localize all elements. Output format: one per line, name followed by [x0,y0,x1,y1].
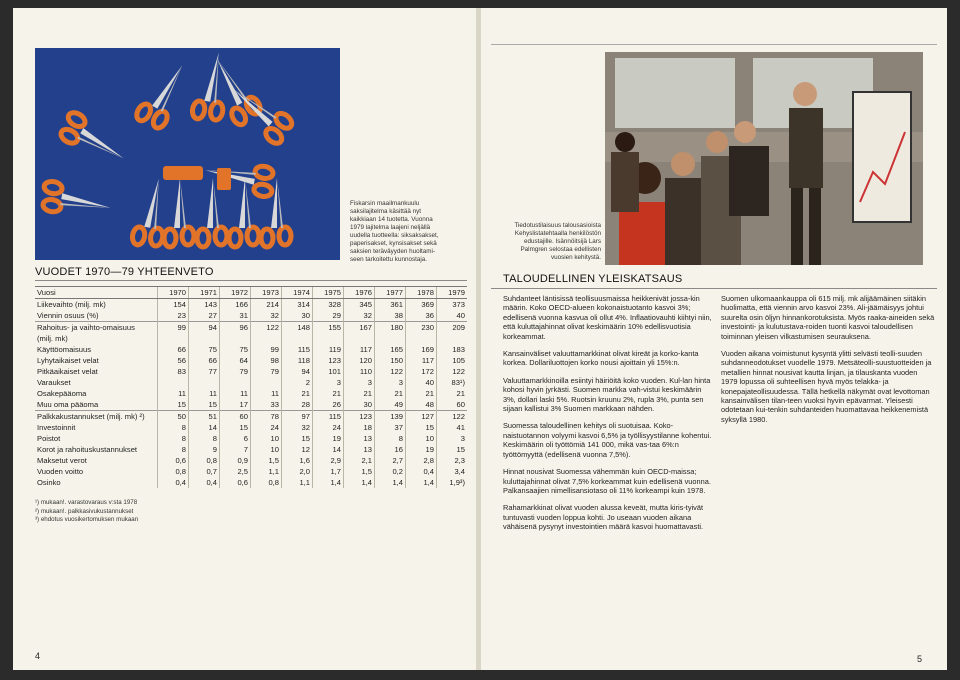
table-row [35,477,467,488]
table-cell: 60 [437,399,468,411]
paragraph: Vuoden aikana voimistunut kysyntä ylitti selvästi teolli-suuden suhdanneodotukset vuodelle 1979. Metsäteolli-suustuotteiden ja metallien hinnat nousivat kautta linjan, ja tilauskanta vuoden 1979 lopussa oli suhteellisen hyvä myös telakka- ja konepajateollisuudessa. Tällä hetkellä näkymät ovat levottoman kansainvälisen tilan-teen vuoksi hyvin epävarmat. Yleisesti odotetaan kui-tenkin suhdanteiden huomattavaa heikkenemistä syksyllä 1980. [721,349,932,424]
footnotes [35,499,138,525]
table-cell [189,333,220,344]
table-cell: 99 [251,344,282,355]
row-label: Pitkäaikaiset velat [37,367,98,376]
table-cell: 123 [344,411,375,423]
table-cell: 13 [344,444,375,455]
table-row [35,299,467,311]
paragraph: Rahamarkkinat olivat vuoden alussa keveät, mutta kiris-tyivät tuntuvasti vuoden loppua kohti. Jo useaan vuoden aikana vähäisenä pysynyt investointien määrä kasvoi huomattavasti. [503,503,704,532]
table-cell [375,333,406,344]
table-cell: 328 [313,299,344,311]
table-cell: 1,5 [344,466,375,477]
table-cell: 64 [220,355,251,366]
table-cell: 10 [251,444,282,455]
footnote: ¹) mukaan!. varastovaraus v:sta 1978 [35,499,138,506]
paragraph: Valuuttamarkkinoilla esiintyi häiriöitä koko vuoden. Kul-lan hinta kohosi hyvin jyrkästi. Suomen markka vah-vistui keskimäärin 3%, dollari laski 5%. Ruotsin kruunu 2%, rupla 3%, punta sen sijaan kallistui 3% Suomen markkaan nähden. [503,375,711,414]
table-cell: 21 [406,388,437,399]
table-cell: 15 [406,422,437,433]
table-cell: 115 [313,411,344,423]
table-cell [251,333,282,344]
table-cell: 2,3 [437,455,468,466]
table-cell: 230 [406,322,437,334]
table-cell: 79 [251,366,282,377]
table-cell: 33 [251,399,282,411]
table-cell: 122 [375,366,406,377]
table-cell: 16 [375,444,406,455]
table-cell: 94 [282,366,313,377]
table-row [35,466,467,477]
table-cell: 122 [251,322,282,334]
table-cell: 0,4 [158,477,189,488]
top-rule [491,44,937,45]
table-cell: 122 [437,411,468,423]
table-cell: 14 [189,422,220,433]
table-cell: 0,7 [189,466,220,477]
paragraph: Suomessa taloudellinen kehitys oli suotuisaa. Koko-naistuotannon volyymi kasvoi 6,5% ja työllisyystilanne kohentui. Keskimäärin oli työttömiä 141 000, mikä vas-taa 6%:n työttömyyttä (edellisenä vuonna 7,5%). [503,421,712,459]
table-cell: 8 [375,433,406,444]
table-cell: 0,8 [158,466,189,477]
paragraph: Hinnat nousivat Suomessa vähemmän kuin OECD-maissa; kuluttajahinnat olivat 7,5% korkeammat kuin edellisenä vuonna. Palkansaajien nimellisansiotaso oli 11% korkeampi kuin 1978. [503,467,711,495]
table-cell [344,333,375,344]
table-cell: 169 [406,344,437,355]
table-cell: 172 [406,366,437,377]
table-cell: 78 [251,411,282,423]
table-row [35,322,467,334]
table-row [35,388,467,399]
table-cell: 18 [344,422,375,433]
table-header-cell: 1973 [251,287,282,299]
row-label: Rahoitus- ja vaihto-omaisuus [35,322,158,334]
table-cell: 0,8 [189,455,220,466]
row-label: Viennin osuus (%) [37,311,99,320]
scissors-illustration [35,48,340,260]
row-label: Varaukset [37,378,71,387]
row-label: Poistot [37,434,61,443]
row-label: Investoinnit [37,423,76,432]
table-cell: 1,4 [375,477,406,488]
summary-table [35,286,467,488]
table-cell: 12 [282,444,313,455]
table-cell: 7 [220,444,251,455]
table-cell: 110 [344,366,375,377]
table-cell [406,333,437,344]
table-cell: 21 [313,388,344,399]
table-cell: 41 [437,422,468,433]
table-cell: 99 [158,322,189,334]
table-cell: 24 [251,422,282,433]
table-header-cell: 1974 [282,287,313,299]
table-cell: 30 [282,310,313,322]
table-cell [313,333,344,344]
table-cell: 119 [313,344,344,355]
row-label: Vuoden voitto [37,467,84,476]
table-cell: 51 [189,411,220,423]
table-cell: 139 [375,411,406,423]
table-cell [189,377,220,388]
table-cell: 167 [344,322,375,334]
table-cell: 8 [158,422,189,433]
table-cell [282,333,313,344]
table-cell: 0,9 [220,455,251,466]
table-cell: 11 [158,388,189,399]
row-label: Lyhytaikaiset velat [37,356,99,365]
table-cell: 8 [189,433,220,444]
overview-rule [491,288,937,289]
table-cell: 29 [313,310,344,322]
table-header-cell: 1972 [220,287,251,299]
table-cell: 1,7 [313,466,344,477]
table-cell: 314 [282,299,313,311]
table-cell: 15 [220,422,251,433]
table-cell: 180 [375,322,406,334]
table-cell: 369 [406,299,437,311]
table-cell [437,333,468,344]
text-column-2 [721,294,935,432]
scissors-photo-caption: Fiskarsin maailmankuulu saksilajitelma käsittää nyt kaikkiaan 14 tuotetta. Vuonna 1979 lajitelma laajeni neljällä uudella tuotteella: siksaksakset, paperisakset, kynsisakset sekä saksien teräväyyden huoltami- seen tarkoitettu kunnostaja. [350,200,439,263]
section-title-summary: VUODET 1970—79 YHTEENVETO [35,266,214,278]
table-row [35,444,467,455]
row-label: Osinko [37,478,61,487]
table-cell: 38 [375,310,406,322]
table-header-cell: 1971 [189,287,220,299]
table-cell: 50 [158,411,189,423]
table-cell: 165 [375,344,406,355]
table-cell: 40 [437,310,468,322]
table-cell: 37 [375,422,406,433]
table-cell: 150 [375,355,406,366]
table-cell: 21 [437,388,468,399]
table-cell: 0,6 [220,477,251,488]
table-cell: 56 [158,355,189,366]
table-cell: 27 [189,310,220,322]
table-cell: 1,9³) [437,477,468,488]
table-cell: 31 [220,310,251,322]
table-cell: 214 [251,299,282,311]
table-cell: 1,1 [282,477,313,488]
table-row [35,399,467,411]
table-row [35,344,467,355]
table-row [35,310,467,322]
table-cell: 3 [375,377,406,388]
table-cell: 77 [189,366,220,377]
table-cell: 60 [220,411,251,423]
table-cell: 373 [437,299,468,311]
table-row [35,355,467,366]
table-cell [158,333,189,344]
footnote: ³) ehdotus vuosikertomuksen mukaan [35,516,139,523]
table-cell: 117 [344,344,375,355]
table-cell: 32 [282,422,313,433]
table-cell: 209 [437,322,468,334]
table-cell: 0,4 [189,477,220,488]
table-cell: 15 [189,399,220,411]
title-rule [35,280,467,281]
right-page [481,8,947,670]
table-cell: 127 [406,411,437,423]
table-cell: 24 [313,422,344,433]
table-cell: 123 [313,355,344,366]
table-cell: 1,1 [251,466,282,477]
table-cell: 2,8 [406,455,437,466]
section-title-overview: TALOUDELLINEN YLEISKATSAUS [503,273,683,285]
table-cell: 2,9 [313,455,344,466]
table-cell: 28 [282,399,313,411]
meeting-illustration [605,52,923,265]
table-cell: 1,4 [313,477,344,488]
table-cell: 23 [158,310,189,322]
table-header-cell: 1978 [406,287,437,299]
table-cell: 97 [282,411,313,423]
table-header-cell: 1976 [344,287,375,299]
text-column-1 [503,294,715,540]
table-cell: 1,5 [251,455,282,466]
table-cell: 15 [158,399,189,411]
row-label: Liikevaihto (milj. mk) [35,299,158,311]
table-cell: 66 [158,344,189,355]
table-cell: 154 [158,299,189,311]
table-header-cell: 1975 [313,287,344,299]
paragraph: Suhdanteet läntisissä teollisuusmaissa heikkenivät jossa-kin määrin. Koko OECD-alueen kokonaistuotanto kasvoi 3%; edellisenä vuonna kasvua oli ollut 4%. Inflaatiovauhti kiihtyi niin, että kuluttajahinnat olivat keskimäärin 10% edellisvuotisia korkeammat. [503,294,712,341]
table-cell: 79 [220,366,251,377]
table-cell: 2,5 [220,466,251,477]
table-row [35,333,467,344]
table-cell: 105 [437,355,468,366]
table-cell: 21 [375,388,406,399]
table-header-cell: 1979 [437,287,468,299]
table-cell: 0,4 [406,466,437,477]
table-cell [220,377,251,388]
table-cell: 83 [158,366,189,377]
table-cell: 3 [344,377,375,388]
table-row [35,422,467,433]
table-cell: 3 [313,377,344,388]
table-cell: 75 [189,344,220,355]
table-row [35,366,467,377]
table-cell: 32 [251,310,282,322]
table-cell: 345 [344,299,375,311]
table-cell: 118 [282,355,313,366]
row-label: Osakepääoma [37,389,87,398]
table-cell: 155 [313,322,344,334]
table-row [35,411,467,423]
paragraph: Kansainväliset valuuttamarkkinat olivat kireät ja korko-kanta korkea. Dollariluottojen korko nousi ajoittain yli 15%:n. [503,349,699,368]
table-cell: 21 [282,388,313,399]
table-header-row [35,287,467,299]
table-cell: 9 [189,444,220,455]
table-row [35,455,467,466]
table-cell: 2,7 [375,455,406,466]
table-cell: 101 [313,366,344,377]
table-cell: 30 [344,399,375,411]
meeting-photo [605,52,923,265]
table-cell: 15 [282,433,313,444]
table-cell: 14 [313,444,344,455]
row-label: Käyttöomaisuus [37,345,92,354]
table-cell: 98 [251,355,282,366]
table-cell [220,333,251,344]
table-cell: 40 [406,377,437,388]
paragraph: Suomen ulkomaankauppa oli 615 milj. mk alijäämäinen siitäkin huolimatta, että viennin arvo kasvoi 23%. Ali-jäämäisyys johtui suurelta osin öljyn hinnankorotuksista. Myös raaka-aineiden sekä investointi- ja kulutustava-roiden tuonti kasvoi taloudellisen toiminnan yleisen vilkastumisen seurauksena. [721,294,935,341]
page-number: 5 [917,654,923,664]
table-cell: 2,0 [282,466,313,477]
table-cell: 17 [220,399,251,411]
table-cell: 183 [437,344,468,355]
table-cell: 8 [158,444,189,455]
table-cell: 1,4 [344,477,375,488]
table-cell: 19 [406,444,437,455]
table-cell: 83¹) [437,377,468,388]
table-cell: 19 [313,433,344,444]
table-cell: 11 [189,388,220,399]
table-cell: 6 [220,433,251,444]
table-cell: 2 [282,377,313,388]
table-cell: 26 [313,399,344,411]
table-cell: 10 [251,433,282,444]
scissors-photo [35,48,340,260]
table-cell: 122 [437,366,468,377]
table-cell: 117 [406,355,437,366]
table-cell: 48 [406,399,437,411]
row-label: (milj. mk) [37,334,68,343]
table-cell: 15 [437,444,468,455]
table-cell: 13 [344,433,375,444]
table-header-cell: 1970 [158,287,189,299]
table-cell: 11 [220,388,251,399]
table-cell: 1,4 [406,477,437,488]
table-cell: 0,6 [158,455,189,466]
table-row [35,377,467,388]
table-cell: 143 [189,299,220,311]
table-cell: 2,1 [344,455,375,466]
row-label: Palkkakustannukset (milj. mk) ²) [35,411,158,423]
table-cell: 36 [406,310,437,322]
table-cell: 10 [406,433,437,444]
row-label: Muu oma pääoma [37,400,99,409]
row-label: Maksetut verot [37,456,87,465]
meeting-photo-caption: Tiedotustilaisuus talousasioista Kehyslistatehtaalla henkilöstön edustajille. Isännöitsijä Lars Palmgren selostaa edellisten vuosien kehitystä. [514,222,601,261]
table-cell: 66 [189,355,220,366]
table-header-cell: 1977 [375,287,406,299]
table-cell: 0,8 [251,477,282,488]
table-cell: 49 [375,399,406,411]
table-cell [158,377,189,388]
row-label: Korot ja rahoituskustannukset [37,445,138,454]
page-number: 4 [35,651,41,661]
table-cell: 96 [220,322,251,334]
table-cell: 32 [344,310,375,322]
table-cell: 166 [220,299,251,311]
left-page [13,8,476,670]
table-cell: 94 [189,322,220,334]
table-cell: 0,2 [375,466,406,477]
table-cell: 75 [220,344,251,355]
table-cell: 148 [282,322,313,334]
table-cell: 3,4 [437,466,468,477]
table-cell: 120 [344,355,375,366]
table-cell: 3 [437,433,468,444]
table-cell: 8 [158,433,189,444]
table-cell: 115 [282,344,313,355]
table-cell: 11 [251,388,282,399]
table-row [35,433,467,444]
table-cell: 1,6 [282,455,313,466]
table-cell: 21 [344,388,375,399]
table-cell: 361 [375,299,406,311]
table-cell [251,377,282,388]
footnote: ²) mukaan!. palkkasivukustannukset [35,507,134,515]
table-header-cell: Vuosi [35,287,158,299]
